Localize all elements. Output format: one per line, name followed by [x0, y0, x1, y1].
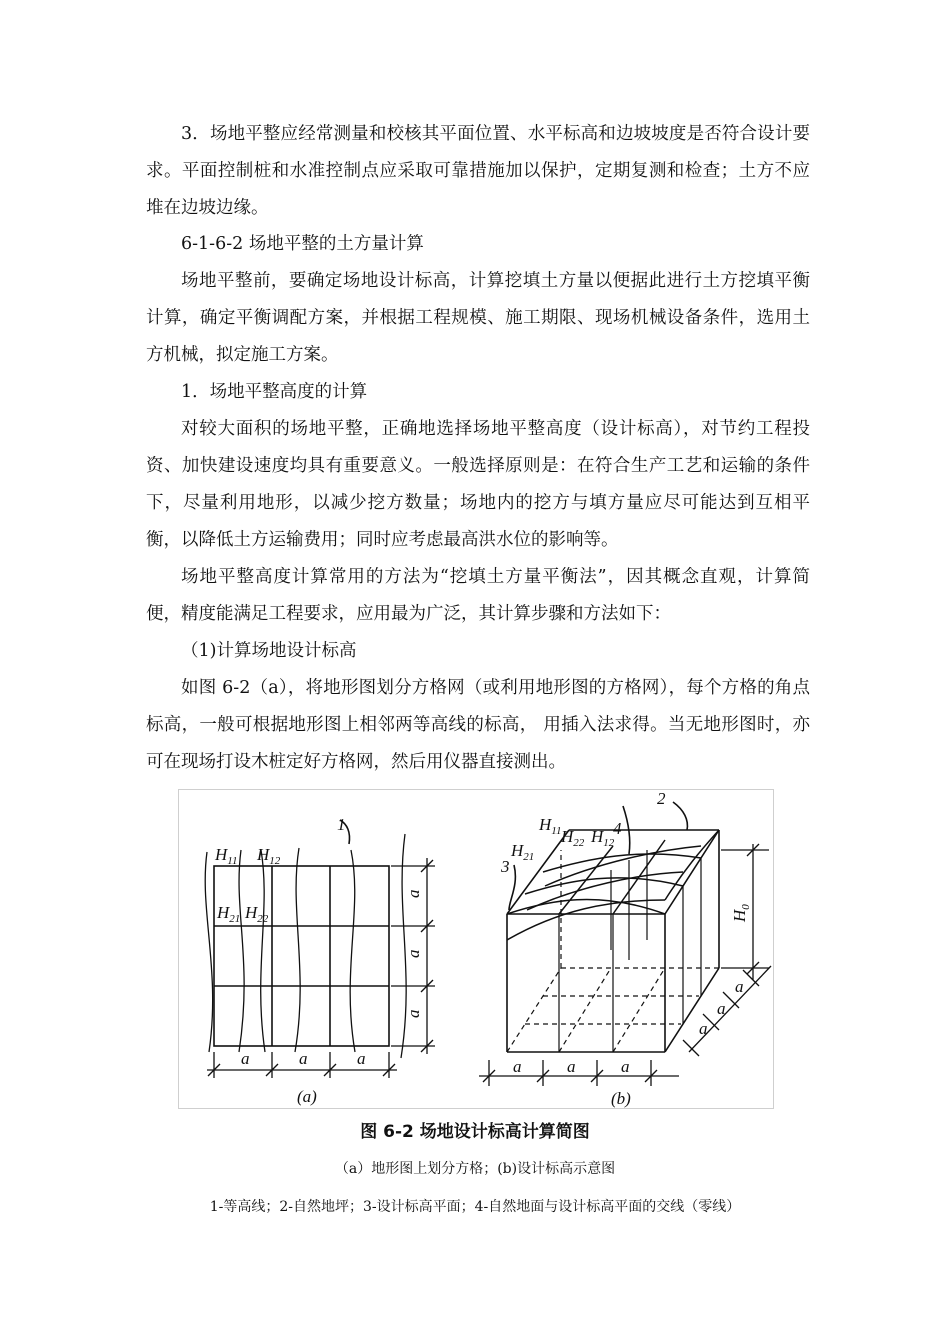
- paragraph-site-leveling-survey: 3．场地平整应经常测量和校核其平面位置、水平标高和边坡坡度是否符合设计要求。平面控制桩和水准控制点应采取可靠措施加以保护，定期复测和检查；土方不应堆在边坡边缘。: [146, 124, 810, 218]
- leader-2: [673, 802, 687, 830]
- label-h11-b: $H_{11}$: [539, 815, 562, 837]
- label-a-bottom-1: a: [241, 1049, 250, 1068]
- label-number-1: 1: [337, 815, 346, 834]
- paragraph-intro: 场地平整前，要确定场地设计标高，计算挖填土方量以便据此进行土方挖填平衡计算，确定平衡调配方案，并根据工程规模、施工期限、现场机械设备条件，选用土方机械，拟定施工方案。: [146, 271, 810, 365]
- paragraph-method: 场地平整高度计算常用的方法为“挖填土方量平衡法”，因其概念直观，计算简便，精度能满足工程要求，应用最为广泛，其计算步骤和方法如下：: [146, 567, 810, 624]
- panel-label-b: (b): [611, 1089, 631, 1108]
- label-h0: $H_0$: [730, 904, 752, 922]
- section-heading: 6-1-6-2 场地平整的土方量计算: [181, 234, 424, 254]
- label-number-4: 4: [613, 819, 622, 838]
- label-a-bottom-3: a: [357, 1049, 366, 1068]
- label-a-bottom-b-2: a: [567, 1057, 576, 1076]
- label-h12-b: $H_{12}$: [591, 827, 615, 849]
- label-a-diag-2: a: [717, 999, 726, 1018]
- dimension-bottom-b: [479, 1060, 679, 1086]
- paragraph-sub1-body: 如图 6-2（a），将地形图划分方格网（或利用地形图的方格网），每个方格的角点标高，一般可根据地形图上相邻两等高线的标高， 用插入法求得。当无地形图时，亦可在现场打设木桩定好方格网，然后用仪器直接测出。: [146, 678, 810, 772]
- paragraph-item1-body: 对较大面积的场地平整，正确地选择场地平整高度（设计标高），对节约工程投资、加快建设速度均具有重要意义。一般选择原则是：在符合生产工艺和运输的条件下，尽量利用地形，以减少挖方数量；场地内的挖方与填方量应尽可能达到互相平衡，以降低土方运输费用；同时应考虑最高洪水位的影响等。: [146, 419, 810, 550]
- label-a-right-1: a: [404, 889, 423, 898]
- label-a-diag-1: a: [699, 1019, 708, 1038]
- label-h21: $H_{21}$: [217, 903, 241, 925]
- label-a-right-2: a: [404, 949, 423, 958]
- label-h11: $H_{11}$: [215, 845, 238, 867]
- contour-lines: [205, 834, 406, 1058]
- panel-label-a: (a): [297, 1087, 317, 1106]
- figure-caption-title: 图 6-2 场地设计标高计算简图: [360, 1122, 590, 1142]
- dimension-diagonal-b: [683, 966, 771, 1056]
- label-h12: $H_{12}$: [257, 845, 281, 867]
- label-h22-b: $H_{22}$: [561, 827, 585, 849]
- label-a-diag-3: a: [735, 977, 744, 996]
- figure-drawing: [179, 790, 773, 1108]
- label-h22: $H_{22}$: [245, 903, 269, 925]
- label-number-2: 2: [657, 790, 666, 808]
- grid-panel-a: [214, 866, 389, 1046]
- figure-caption-legend: 1-等高线；2-自然地坪；3-设计标高平面；4-自然地面与设计标高平面的交线（零线）: [209, 1199, 741, 1215]
- label-a-bottom-b-3: a: [621, 1057, 630, 1076]
- label-a-bottom-2: a: [299, 1049, 308, 1068]
- label-number-3: 3: [501, 857, 510, 876]
- item1-heading: 1．场地平整高度的计算: [181, 382, 368, 402]
- label-h21-b: $H_{21}$: [511, 841, 535, 863]
- label-a-right-3: a: [404, 1009, 423, 1018]
- sub1-heading: （1)计算场地设计标高: [181, 641, 357, 661]
- figure-6-2: [178, 789, 774, 1109]
- label-a-bottom-b-1: a: [513, 1057, 522, 1076]
- figure-caption-subtitle: （a）地形图上划分方格；(b)设计标高示意图: [334, 1161, 616, 1177]
